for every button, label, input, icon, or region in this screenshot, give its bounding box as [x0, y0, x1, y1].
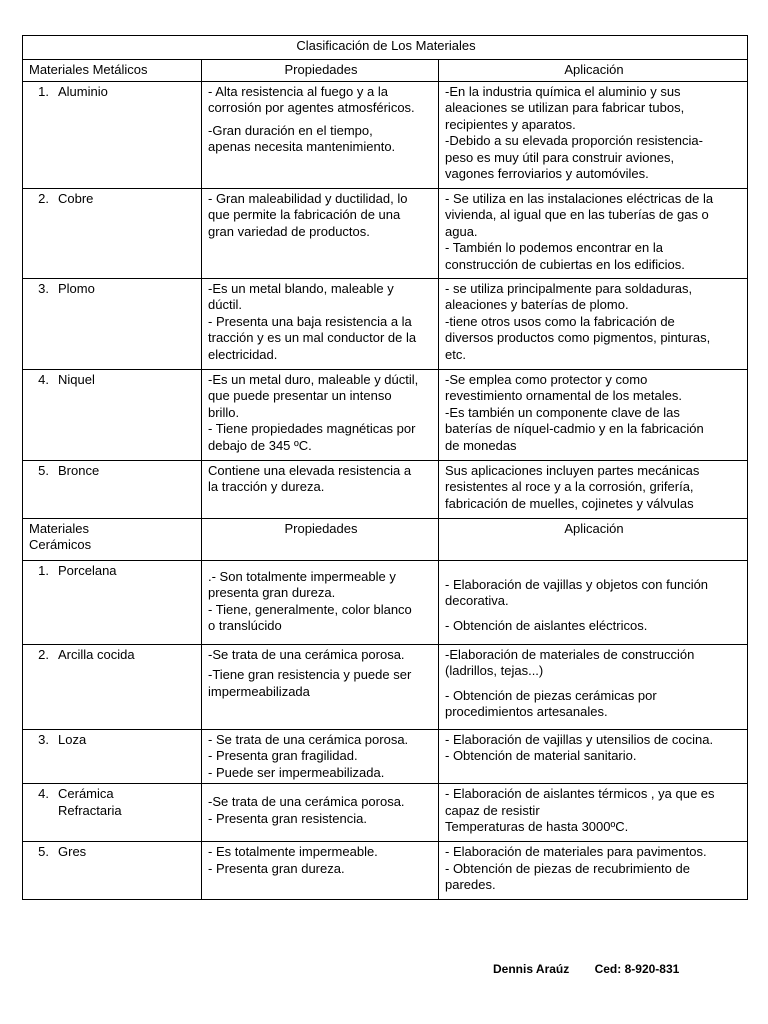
application-cell — [439, 730, 748, 784]
properties-text: - Alta resistencia al fuego y a la corrosión por agentes atmosféricos. — [208, 84, 415, 116]
application-text: -En la industria química el aluminio y sus aleaciones se utilizan para fabricar tubos, recipientes y aparatos. -Debido a su elevada proporción resistencia- peso es muy útil para construir aviones, vagones ferroviarios y automóviles. — [445, 84, 703, 182]
material-name: Gres — [58, 844, 87, 860]
material-cell — [23, 784, 202, 842]
material-name: Bronce — [58, 463, 100, 478]
table-row — [23, 370, 748, 461]
material-name: Cobre — [58, 191, 94, 206]
materials-table — [22, 35, 748, 900]
application-cell — [439, 561, 748, 645]
table-row — [23, 730, 748, 784]
material-name: Niquel — [58, 372, 95, 387]
application-text: - Elaboración de vajillas y utensilios de cocina. - Obtención de material sanitario. — [445, 732, 714, 764]
material-cell — [23, 82, 202, 189]
material-cell — [23, 189, 202, 279]
item-number: 2. — [38, 647, 49, 662]
application-cell — [439, 784, 748, 842]
metallic-properties-header: Propiedades — [202, 60, 439, 82]
ceramic-category-header: Materiales Cerámicos — [23, 519, 202, 561]
properties-text: Contiene una elevada resistencia a la tracción y dureza. — [208, 463, 412, 495]
application-text: - se utiliza principalmente para soldaduras, aleaciones y baterías de plomo. -tiene otros usos como la fabricación de diversos productos como pigmentos, pinturas, etc. — [445, 281, 711, 362]
application-cell — [439, 189, 748, 279]
metallic-application-header: Aplicación — [439, 60, 748, 82]
table-row — [23, 561, 748, 645]
application-cell — [439, 279, 748, 370]
properties-text: - Gran maleabilidad y ductilidad, lo que permite la fabricación de una gran variedad de productos. — [208, 191, 408, 239]
application-text: - Elaboración de vajillas y objetos con función decorativa. — [445, 577, 709, 609]
item-number: 3. — [38, 281, 49, 296]
table-row — [23, 82, 748, 189]
table-row — [23, 784, 748, 842]
ceramic-properties-header: Propiedades — [202, 519, 439, 561]
properties-cell — [202, 461, 439, 519]
application-text: - Obtención de piezas cerámicas por procedimientos artesanales. — [445, 687, 657, 720]
item-number: 1. — [38, 563, 49, 578]
author-name: Dennis Araúz — [493, 962, 570, 976]
material-name: Loza — [58, 732, 87, 747]
properties-text: - Es totalmente impermeable. - Presenta gran dureza. — [208, 844, 378, 876]
table-row — [23, 645, 748, 730]
properties-cell — [202, 842, 439, 900]
ceramic-header-row — [23, 519, 748, 561]
application-text: - Obtención de aislantes eléctricos. — [445, 617, 648, 633]
properties-cell — [202, 82, 439, 189]
item-number: 3. — [38, 732, 49, 747]
metallic-header-row — [23, 60, 748, 82]
metallic-category-header: Materiales Metálicos — [23, 60, 202, 82]
properties-text: -Se trata de una cerámica porosa. - Presenta gran resistencia. — [208, 794, 405, 826]
application-text: -Elaboración de materiales de construcción (ladrillos, tejas...) — [445, 647, 695, 679]
application-text: - Elaboración de materiales para pavimentos. - Obtención de piezas de recubrimiento de paredes. — [445, 844, 707, 893]
properties-text: -Se trata de una cerámica porosa. — [208, 647, 405, 662]
material-cell — [23, 730, 202, 784]
properties-cell — [202, 561, 439, 645]
properties-text: -Es un metal blando, maleable y dúctil. - Presenta una baja resistencia a la tracción y es un mal conductor de la electricidad. — [208, 281, 417, 362]
properties-cell — [202, 370, 439, 461]
application-text: Sus aplicaciones incluyen partes mecánicas resistentes al roce y a la corrosión, grifería, fabricación de muelles, cojinetes y válvulas — [445, 463, 700, 511]
material-cell — [23, 279, 202, 370]
table-title: Clasificación de Los Materiales — [23, 36, 748, 60]
application-text: - Elaboración de aislantes térmicos , ya que es capaz de resistir Temperaturas de hasta 3000ºC. — [445, 786, 715, 835]
properties-cell — [202, 645, 439, 730]
properties-cell — [202, 730, 439, 784]
material-cell — [23, 645, 202, 730]
properties-text: .- Son totalmente impermeable y presenta gran dureza. - Tiene, generalmente, color blanco o translúcido — [208, 569, 412, 634]
table-row — [23, 842, 748, 900]
application-cell — [439, 645, 748, 730]
properties-text: -Es un metal duro, maleable y dúctil, que puede presentar un intenso brillo. - Tiene propiedades magnéticas por debajo de 345 ºC. — [208, 372, 419, 453]
table-row — [23, 189, 748, 279]
item-number: 5. — [38, 844, 49, 860]
properties-cell — [202, 784, 439, 842]
title-row — [23, 36, 748, 60]
application-text: -Se emplea como protector y como revestimiento ornamental de los metales. -Es también un componente clave de las baterías de níquel-cadmio y en la fabricación de monedas — [445, 372, 704, 453]
material-name: Aluminio — [58, 84, 108, 99]
material-name: Plomo — [58, 281, 95, 296]
material-name: Porcelana — [58, 563, 117, 578]
item-number: 2. — [38, 191, 49, 206]
material-cell — [23, 842, 202, 900]
item-number: 4. — [38, 372, 49, 387]
item-number: 5. — [38, 463, 49, 478]
properties-text: - Se trata de una cerámica porosa. - Presenta gran fragilidad. - Puede ser impermeabilizada. — [208, 732, 409, 780]
material-name: Arcilla cocida — [58, 647, 135, 662]
material-cell — [23, 561, 202, 645]
footer — [493, 962, 679, 976]
author-id: Ced: 8-920-831 — [594, 962, 680, 976]
ceramic-application-header: Aplicación — [439, 519, 748, 561]
material-cell — [23, 461, 202, 519]
application-cell — [439, 461, 748, 519]
properties-cell — [202, 189, 439, 279]
properties-text: -Gran duración en el tiempo, apenas necesita mantenimiento. — [208, 122, 396, 155]
properties-text: -Tiene gran resistencia y puede ser impermeabilizada — [208, 667, 412, 699]
application-cell — [439, 370, 748, 461]
material-name: Cerámica Refractaria — [58, 786, 122, 818]
item-number: 1. — [38, 84, 49, 99]
application-cell — [439, 842, 748, 900]
application-text: - Se utiliza en las instalaciones eléctricas de la vivienda, al igual que en las tuberías de gas o agua. - También lo podemos encontrar en la construcción de cubiertas en los edificios. — [445, 191, 714, 272]
item-number: 4. — [38, 786, 49, 802]
material-cell — [23, 370, 202, 461]
properties-cell — [202, 279, 439, 370]
application-cell — [439, 82, 748, 189]
table-row — [23, 279, 748, 370]
table-row — [23, 461, 748, 519]
